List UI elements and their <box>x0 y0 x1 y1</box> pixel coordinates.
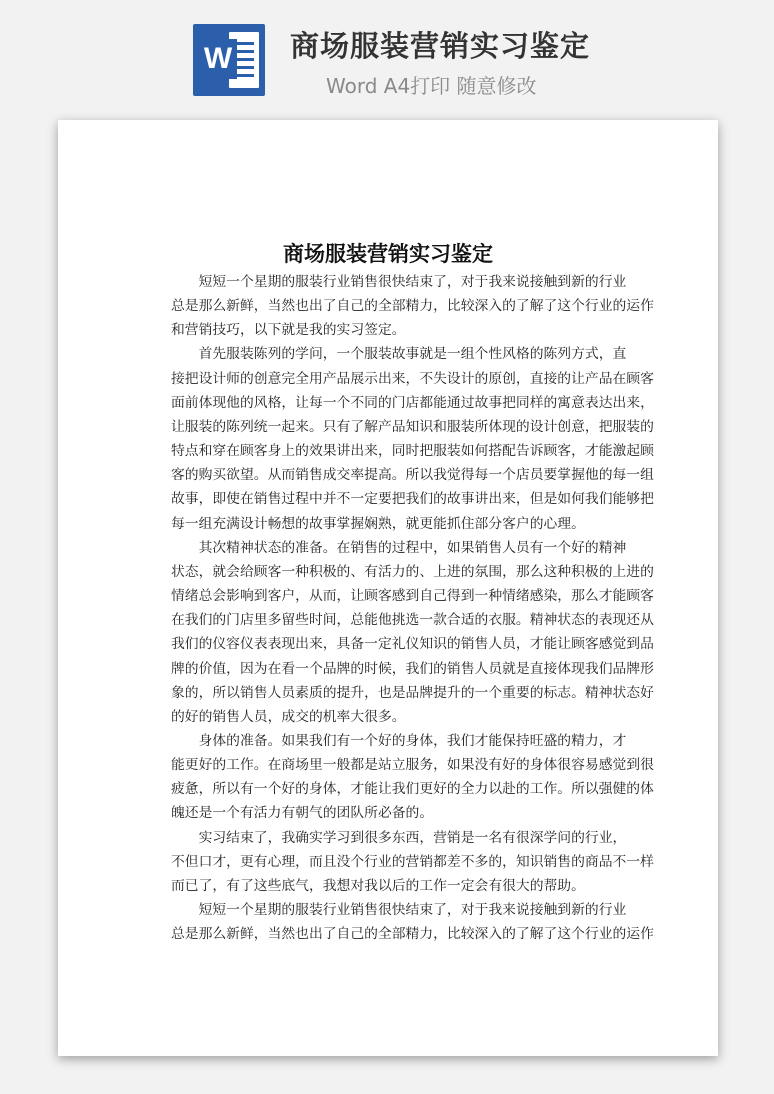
paragraph-line: 每一组充满设计畅想的故事掌握娴熟，就更能抓住部分客户的心理。 <box>171 515 585 532</box>
paragraph-line: 象的，所以销售人员素质的提升，也是品牌提升的一个重要的标志。精神状态好 <box>171 684 654 701</box>
document-body <box>171 270 654 946</box>
header-title: 商场服装营销实习鉴定 <box>290 29 591 63</box>
paragraph-line: 状态，就会给顾客一种积极的、有活力的、上进的氛围，那么这种积极的上进的 <box>171 563 654 580</box>
paragraph <box>171 729 654 826</box>
header-subtitle: Word A4打印 随意修改 <box>326 74 537 98</box>
paragraph-line: 我们的仪容仪表表现出来，具备一定礼仪知识的销售人员，才能让顾客感觉到品 <box>171 636 654 653</box>
paragraph-line: 总是那么新鲜，当然也出了自己的全部精力，比较深入的了解了这个行业的运作 <box>171 298 654 315</box>
paragraph-line: 首先服装陈列的学问，一个服装故事就是一组个性风格的陈列方式，直 <box>198 346 627 363</box>
paragraph-line: 总是那么新鲜，当然也出了自己的全部精力，比较深入的了解了这个行业的运作 <box>171 926 654 943</box>
paragraph-line: 实习结束了，我确实学习到很多东西，营销是一名有很深学问的行业， <box>198 829 627 846</box>
document-page <box>58 120 718 1056</box>
paragraph-line: 接把设计师的创意完全用产品展示出来，不失设计的原创，直接的让产品在顾客 <box>171 370 654 387</box>
paragraph-line: 短短一个星期的服装行业销售很快结束了，对于我来说接触到新的行业 <box>198 902 627 919</box>
paragraph-line: 让服装的陈列统一起来。只有了解产品知识和服装所体现的设计创意，把服装的 <box>171 418 654 435</box>
paragraph-line: 魄还是一个有活力有朝气的团队所必备的。 <box>171 805 434 822</box>
paragraph-line: 牌的价值，因为在看一个品牌的时候，我们的销售人员就是直接体现我们品牌形 <box>171 660 654 677</box>
paragraph-line: 而已了，有了这些底气，我想对我以后的工作一定会有很大的帮助。 <box>171 877 585 894</box>
paragraph-line: 其次精神状态的准备。在销售的过程中，如果销售人员有一个好的精神 <box>198 539 627 556</box>
paragraph <box>171 342 654 535</box>
paragraph-line: 特点和穿在顾客身上的效果讲出来，同时把服装如何搭配告诉顾客，才能激起顾 <box>171 443 654 460</box>
paragraph-line: 在我们的门店里多留些时间，总能他挑选一款合适的衣服。精神状态的表现还从 <box>171 612 654 629</box>
paragraph-line: 的好的销售人员，成交的机率大很多。 <box>171 708 406 725</box>
paragraph-line: 短短一个星期的服装行业销售很快结束了，对于我来说接触到新的行业 <box>198 274 627 290</box>
word-icon-letter: W <box>199 39 237 79</box>
paragraph-line: 情绪总会影响到客户，从而，让顾客感到自己得到一种情绪感染，那么才能顾客 <box>171 588 654 605</box>
paragraph-line: 疲惫，所以有一个好的身体，才能让我们更好的全力以赴的工作。所以强健的体 <box>171 781 654 798</box>
paragraph-line: 和营销技巧，以下就是我的实习签定。 <box>171 322 406 339</box>
paragraph-line: 能更好的工作。在商场里一般都是站立服务，如果没有好的身体很容易感觉到很 <box>171 757 654 774</box>
paragraph <box>171 898 654 946</box>
paragraph-line: 不但口才，更有心理，而且没个行业的营销都差不多的，知识销售的商品不一样 <box>171 853 654 870</box>
paragraph <box>171 270 654 342</box>
paragraph-line: 故事，即使在销售过程中并不一定要把我们的故事讲出来，但是如何我们能够把 <box>171 491 654 508</box>
paragraph <box>171 826 654 898</box>
paragraph-line: 客的购买欲望。从而销售成交率提高。所以我觉得每一个店员要掌握他的每一组 <box>171 467 654 484</box>
word-document-icon <box>193 24 265 96</box>
paragraph-line: 身体的准备。如果我们有一个好的身体，我们才能保持旺盛的精力，才 <box>198 732 627 749</box>
page-header <box>0 0 774 110</box>
paragraph <box>171 536 654 729</box>
document-title: 商场服装营销实习鉴定 <box>283 241 493 266</box>
paragraph-line: 面前体现他的风格，让每一个不同的门店都能通过故事把同样的寓意表达出来， <box>171 394 654 411</box>
